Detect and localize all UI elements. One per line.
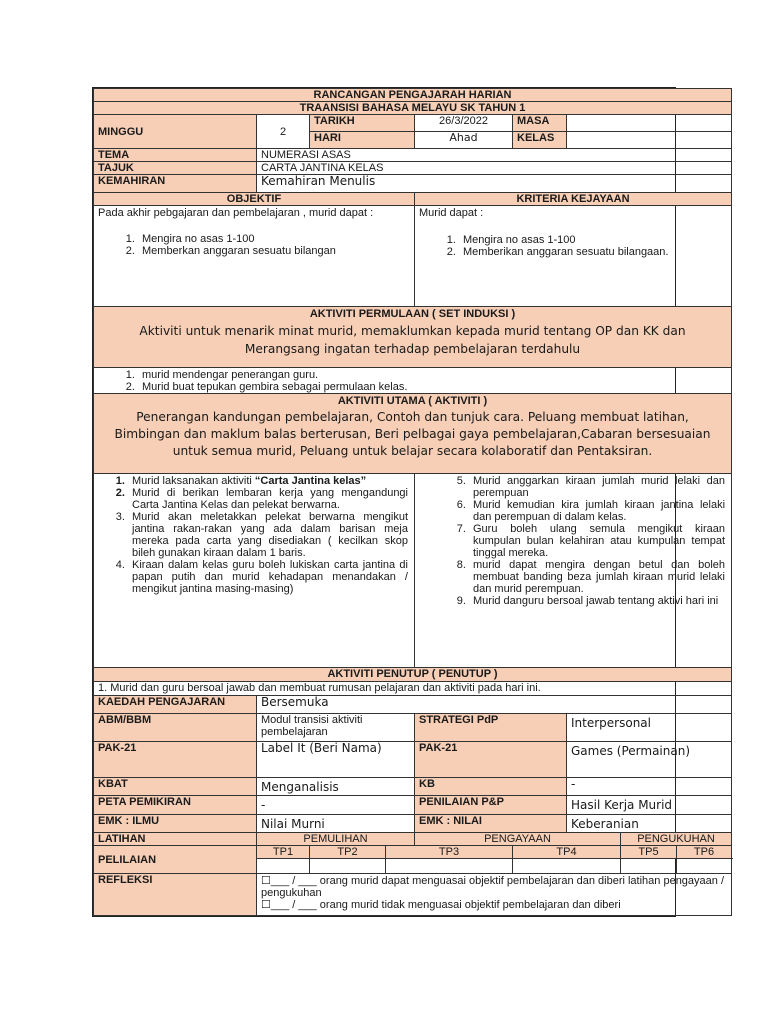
tp-cell[interactable] (513, 859, 621, 874)
document-title: RANCANGAN PENGAJARAH HARIAN (94, 89, 732, 102)
kaedah-label: KAEDAH PENGAJARAN (94, 696, 257, 714)
permulaan-item: 2. Murid buat tepukan gembira sebagai permulaan kelas. (138, 381, 727, 393)
refleksi-line-1: ☐___ / ___ orang murid dapat menguasai objektif pembelajaran dan diberi latihan pengayaan / pengukuhan (261, 875, 725, 899)
kemahiran-label: KEMAHIRAN (94, 175, 257, 193)
kriteria-heading: KRITERIA KEJAYAAN (415, 193, 732, 206)
utama-list-right (419, 475, 725, 607)
utama-item: 8. murid dapat mengira dengan betul dan boleh membuat banding beza jumlah kiraan murid lelaki dan murid perempuan. (469, 559, 725, 595)
latihan-label: LATIHAN (94, 833, 257, 846)
utama-item: 3. Murid akan meletakkan pelekat berwarna mengikut jantina rakan-rakan yang ada dalam barisan meja mereka pada carta yang disediakan ( kecilkan skop bileh gunakan kiraan dalam 1 baris. (128, 511, 408, 559)
tp-cell[interactable] (257, 859, 310, 874)
minggu-label: MINGGU (94, 115, 257, 149)
penutup-text: 1. Murid dan guru bersoal jawab dan membuat rumusan pelajaran dan aktiviti pada hari ini. (94, 682, 732, 696)
emk-ilmu-value: Nilai Murni (257, 815, 415, 833)
pak21-label-2: PAK-21 (415, 742, 567, 778)
tajuk-value: CARTA JANTINA KELAS (257, 162, 732, 175)
pak21-value: Label It (Beri Nama) (257, 742, 415, 778)
utama-item: 1. Murid laksanakan aktiviti “Carta Jantina kelas” (128, 475, 408, 487)
tp-cell[interactable] (621, 859, 677, 874)
utama-item: 2. Murid di berikan lembaran kerja yang mengandungi Carta Jantina Kelas dan pelekat berwarna. (128, 487, 408, 511)
objektif-item: 2. Memberkan anggaran sesuatu bilangan (138, 245, 410, 257)
kemahiran-value: Kemahiran Menulis (257, 175, 732, 193)
objektif-intro: Pada akhir pebgajaran dan pembelajaran , murid dapat : (98, 207, 374, 219)
emk-nilai-value: Keberanian (567, 815, 732, 833)
kbat-label: KBAT (94, 778, 257, 796)
kriteria-item: 1. Mengira no asas 1-100 (459, 234, 727, 246)
tp-header: TP3 (386, 846, 513, 859)
refleksi-line-2: ☐___ / ___ orang murid tidak menguasai objektif pembelajaran dan diberi (261, 899, 621, 911)
permulaan-list (98, 369, 727, 393)
tajuk-label: TAJUK (94, 162, 257, 175)
peta-pemikiran-value: - (257, 796, 415, 815)
objektif-list (98, 233, 410, 257)
kbat-value: Menganalisis (257, 778, 415, 796)
lesson-plan-table (93, 88, 732, 916)
utama-list-right-cell (415, 474, 732, 668)
kriteria-intro: Murid dapat : (419, 207, 484, 219)
minggu-value: 2 (257, 115, 310, 149)
tp-header: TP4 (513, 846, 621, 859)
refleksi-label: REFLEKSI (94, 874, 257, 916)
peta-pemikiran-label: PETA PEMIKIRAN (94, 796, 257, 815)
kelas-value (567, 132, 732, 149)
objektif-heading: OBJEKTIF (94, 193, 415, 206)
utama-heading: AKTIVITI UTAMA ( AKTIVITI ) (337, 395, 488, 407)
utama-list-left-cell (94, 474, 415, 668)
utama-item: 7. Guru boleh ulang semula mengikut kiraan kumpulan bulan kelahiran atau kumpulan tempat tinggal mereka. (469, 523, 725, 559)
pak21-value-2: Games (Permainan) (567, 742, 732, 778)
pak21-label: PAK-21 (94, 742, 257, 778)
tp-cell[interactable] (310, 859, 386, 874)
masa-value (567, 115, 732, 132)
penutup-heading: AKTIVITI PENUTUP ( PENUTUP ) (94, 668, 732, 682)
utama-item: 9. Murid danguru bersoal jawab tentang aktivi hari ini (469, 595, 725, 607)
masa-label: MASA (513, 115, 567, 132)
kriteria-list (419, 234, 727, 258)
penilaian-label: PENILAIAN P&P (415, 796, 567, 815)
strategi-label: STRATEGI PdP (415, 714, 567, 742)
tp-header: TP6 (677, 846, 732, 859)
tarikh-label: TARIKH (310, 115, 415, 132)
permulaan-description: Aktiviti untuk menarik minat murid, memaklumkan kepada murid tentang OP dan KK dan Merangsang ingatan terhadap pembelajaran terdahulu (139, 324, 686, 356)
pemulihan-header: PEMULIHAN (257, 833, 415, 846)
kb-value: - (567, 778, 732, 796)
permulaan-list-cell (94, 368, 732, 394)
emk-nilai-label: EMK : NILAI (415, 815, 567, 833)
utama-item: 6. Murid kemudian kira jumlah kiraan jantina lelaki dan perempuan di dalam kelas. (469, 499, 725, 523)
kriteria-content (415, 206, 732, 307)
utama-list-left (98, 475, 408, 595)
lesson-plan-document (92, 87, 726, 917)
kelas-label: KELAS (513, 132, 567, 149)
hari-value: Ahad (415, 132, 513, 149)
utama-section (94, 394, 732, 474)
tarikh-value: 26/3/2022 (415, 115, 513, 132)
permulaan-heading: AKTIVITI PERMULAAN ( SET INDUKSI ) (309, 308, 516, 320)
permulaan-item: 1. murid mendengar penerangan guru. (138, 369, 727, 381)
document-subtitle: TRAANSISI BAHASA MELAYU SK TAHUN 1 (94, 102, 732, 115)
abm-value: Modul transisi aktiviti pembelajaran (257, 714, 415, 742)
permulaan-section (94, 307, 732, 368)
strategi-value: Interpersonal (567, 714, 732, 742)
emk-ilmu-label: EMK : ILMU (94, 815, 257, 833)
tema-value: NUMERASI ASAS (257, 149, 732, 162)
utama-item: 5. Murid anggarkan kiraan jumlah murid lelaki dan perempuan (469, 475, 725, 499)
utama-description: Penerangan kandungan pembelajaran, Contoh dan tunjuk cara. Peluang membuat latihan, Bimbingan dan maklum balas berterusan, Beri pelbagai gaya pembelajaran,Cabaran bersesuaian untuk semua murid, Peluang untuk belajar secara kolaboratif dan Pentaksiran. (114, 410, 711, 458)
objektif-item: 1. Mengira no asas 1-100 (138, 233, 410, 245)
refleksi-content (257, 874, 732, 916)
objektif-content (94, 206, 415, 307)
pengukuhan-header: PENGUKUHAN (621, 833, 732, 846)
tp-header: TP5 (621, 846, 677, 859)
tp-header: TP2 (310, 846, 386, 859)
kriteria-item: 2. Memberikan anggaran sesuatu bilangaan. (459, 246, 727, 258)
utama-item: 4. Kiraan dalam kelas guru boleh lukiskan carta jantina di papan putih dan murid kehadapan menandakan / mengikut jantina masing-masing) (128, 559, 408, 595)
pelilaian-label: PELILAIAN (94, 846, 257, 874)
tp-cell[interactable] (386, 859, 513, 874)
abm-label: ABM/BBM (94, 714, 257, 742)
tp-header: TP1 (257, 846, 310, 859)
pengayaan-header: PENGAYAAN (415, 833, 621, 846)
tema-label: TEMA (94, 149, 257, 162)
kb-label: KB (415, 778, 567, 796)
kaedah-value: Bersemuka (257, 696, 732, 714)
hari-label: HARI (310, 132, 415, 149)
penilaian-value: Hasil Kerja Murid (567, 796, 732, 815)
tp-cell[interactable] (677, 859, 732, 874)
